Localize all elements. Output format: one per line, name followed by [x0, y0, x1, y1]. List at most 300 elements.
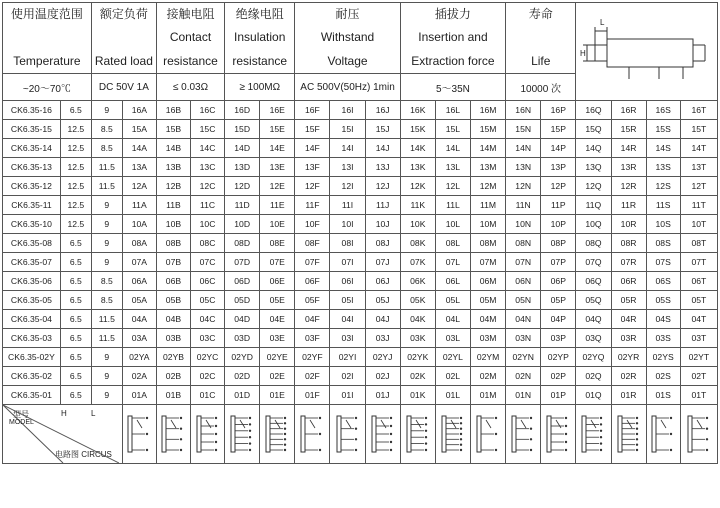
table-cell: 14L [435, 139, 470, 158]
table-cell: 8.5 [91, 272, 122, 291]
table-cell: 11L [435, 196, 470, 215]
table-cell: 11J [365, 196, 400, 215]
header-life-en2: Life [531, 54, 551, 68]
header-insulation-resistance-en2: resistance [232, 54, 288, 68]
table-cell: 06L [435, 272, 470, 291]
circuit-diagram [404, 408, 432, 458]
table-cell: 06T [680, 272, 717, 291]
table-cell: 10F [295, 215, 330, 234]
table-cell: 02YS [646, 348, 680, 367]
table-cell: 9 [91, 386, 122, 405]
header-life [506, 3, 576, 74]
model-name-cell: CK6.35-15 [3, 120, 61, 139]
table-cell: 16S [646, 101, 680, 120]
header-insulation-resistance-zh: 绝缘电阻 [235, 7, 284, 21]
header-withstand-voltage-zh: 耐压 [335, 7, 360, 21]
table-cell: 16C [191, 101, 225, 120]
table-cell: 05S [646, 291, 680, 310]
table-cell: 03M [470, 329, 505, 348]
table-cell: 12F [295, 177, 330, 196]
table-cell: 15K [400, 120, 435, 139]
circuit-diagram [544, 408, 572, 458]
table-cell: 14F [295, 139, 330, 158]
table-cell: 9 [91, 101, 122, 120]
table-cell: 12.5 [60, 139, 91, 158]
table-cell: 11P [541, 196, 576, 215]
table-cell: 05Q [576, 291, 611, 310]
table-cell: 08T [680, 234, 717, 253]
table-cell: 07I [330, 253, 365, 272]
table-cell: 06C [191, 272, 225, 291]
table-cell: 15N [506, 120, 541, 139]
table-row [3, 291, 718, 310]
value-temperature: ~20～70℃ [3, 74, 92, 101]
table-cell: 12S [646, 177, 680, 196]
table-cell: 03F [295, 329, 330, 348]
table-row [3, 310, 718, 329]
table-cell: 08B [156, 234, 190, 253]
table-cell: 13L [435, 158, 470, 177]
table-row [3, 348, 718, 367]
table-cell: 13T [680, 158, 717, 177]
table-cell: 11Q [576, 196, 611, 215]
table-cell: 02R [611, 367, 646, 386]
table-cell: 05R [611, 291, 646, 310]
circuit-diagram-cell [191, 405, 225, 464]
table-cell: 02YR [611, 348, 646, 367]
table-cell: 02YD [225, 348, 260, 367]
circuit-diagram [649, 408, 677, 458]
table-cell: 02K [400, 367, 435, 386]
table-cell: 02YQ [576, 348, 611, 367]
table-cell: 07E [260, 253, 295, 272]
table-cell: 16P [541, 101, 576, 120]
table-cell: 12R [611, 177, 646, 196]
model-name-cell: CK6.35-08 [3, 234, 61, 253]
table-cell: 15T [680, 120, 717, 139]
table-cell: 12D [225, 177, 260, 196]
table-cell: 13E [260, 158, 295, 177]
table-cell: 02M [470, 367, 505, 386]
table-cell: 02I [330, 367, 365, 386]
table-cell: 05L [435, 291, 470, 310]
table-cell: 03R [611, 329, 646, 348]
table-cell: 01K [400, 386, 435, 405]
table-cell: 12T [680, 177, 717, 196]
table-cell: 08F [295, 234, 330, 253]
table-row [3, 120, 718, 139]
table-cell: 07C [191, 253, 225, 272]
circuit-diagram-cell [225, 405, 260, 464]
table-cell: 10D [225, 215, 260, 234]
header-withstand-voltage [295, 3, 400, 74]
table-cell: 11N [506, 196, 541, 215]
circuit-row [3, 405, 718, 464]
table-cell: 03S [646, 329, 680, 348]
table-cell: 08R [611, 234, 646, 253]
model-name-cell: CK6.35-16 [3, 101, 61, 120]
table-cell: 05M [470, 291, 505, 310]
table-cell: 10S [646, 215, 680, 234]
circuit-diagram [194, 408, 222, 458]
table-cell: 16A [122, 101, 156, 120]
circuit-diagram [509, 408, 537, 458]
circuit-diagram [615, 408, 643, 458]
table-cell: 01F [295, 386, 330, 405]
table-cell: 01J [365, 386, 400, 405]
table-cell: 07T [680, 253, 717, 272]
table-cell: 01R [611, 386, 646, 405]
header-temperature [3, 3, 92, 74]
table-cell: 15J [365, 120, 400, 139]
table-cell: 14N [506, 139, 541, 158]
table-cell: 04S [646, 310, 680, 329]
table-cell: 02N [506, 367, 541, 386]
table-cell: 01S [646, 386, 680, 405]
table-cell: 14S [646, 139, 680, 158]
table-cell: 02L [435, 367, 470, 386]
table-cell: 05T [680, 291, 717, 310]
circuit-diagram [474, 408, 502, 458]
model-name-cell: CK6.35-06 [3, 272, 61, 291]
table-cell: 11M [470, 196, 505, 215]
table-cell: 14A [122, 139, 156, 158]
circuit-diagram [369, 408, 397, 458]
circuit-diagram [263, 408, 291, 458]
table-cell: 02YT [680, 348, 717, 367]
table-cell: 16J [365, 101, 400, 120]
table-cell: 14K [400, 139, 435, 158]
table-cell: 14D [225, 139, 260, 158]
table-cell: 04K [400, 310, 435, 329]
table-cell: 10B [156, 215, 190, 234]
table-cell: 08E [260, 234, 295, 253]
table-cell: 11F [295, 196, 330, 215]
table-cell: 01E [260, 386, 295, 405]
table-cell: 15L [435, 120, 470, 139]
table-cell: 14I [330, 139, 365, 158]
table-cell: 05P [541, 291, 576, 310]
table-cell: 12.5 [60, 215, 91, 234]
table-cell: 12B [156, 177, 190, 196]
table-cell: 16Q [576, 101, 611, 120]
table-cell: 01L [435, 386, 470, 405]
table-cell: 02YJ [365, 348, 400, 367]
table-cell: 15S [646, 120, 680, 139]
table-cell: 11E [260, 196, 295, 215]
table-cell: 08K [400, 234, 435, 253]
table-cell: 14E [260, 139, 295, 158]
table-cell: 04Q [576, 310, 611, 329]
dimension-diagram [576, 3, 718, 101]
table-cell: 02J [365, 367, 400, 386]
table-cell: 15I [330, 120, 365, 139]
table-cell: 9 [91, 253, 122, 272]
table-cell: 16E [260, 101, 295, 120]
table-cell: 07J [365, 253, 400, 272]
header-contact-resistance-en2: resistance [163, 54, 218, 68]
table-cell: 12N [506, 177, 541, 196]
table-cell: 08S [646, 234, 680, 253]
table-cell: 15P [541, 120, 576, 139]
table-cell: 01I [330, 386, 365, 405]
table-cell: 01D [225, 386, 260, 405]
circuit-diagram-cell [611, 405, 646, 464]
table-cell: 10C [191, 215, 225, 234]
table-cell: 04A [122, 310, 156, 329]
table-row [3, 329, 718, 348]
table-cell: 9 [91, 215, 122, 234]
circuit-diagram-cell [122, 405, 156, 464]
circuit-diagram [125, 408, 153, 458]
header-contact-resistance-zh: 接触电阻 [166, 7, 215, 21]
table-cell: 08N [506, 234, 541, 253]
table-cell: 6.5 [60, 329, 91, 348]
table-cell: 04C [191, 310, 225, 329]
table-cell: 9 [91, 234, 122, 253]
table-cell: 06P [541, 272, 576, 291]
table-cell: 12L [435, 177, 470, 196]
table-cell: 10Q [576, 215, 611, 234]
table-cell: 12Q [576, 177, 611, 196]
table-row [3, 253, 718, 272]
model-name-cell: CK6.35-03 [3, 329, 61, 348]
table-cell: 07L [435, 253, 470, 272]
spec-sheet [2, 2, 718, 504]
table-row [3, 215, 718, 234]
table-cell: 06Q [576, 272, 611, 291]
model-name-cell: CK6.35-10 [3, 215, 61, 234]
table-cell: 15Q [576, 120, 611, 139]
table-cell: 03T [680, 329, 717, 348]
table-cell: 14B [156, 139, 190, 158]
table-cell: 8.5 [91, 139, 122, 158]
circuit-diagram-cell [470, 405, 505, 464]
table-cell: 6.5 [60, 253, 91, 272]
model-h-label: H [61, 409, 67, 418]
circuit-diagram-cell [541, 405, 576, 464]
table-row [3, 101, 718, 120]
circuit-diagram-cell [330, 405, 365, 464]
header-contact-resistance [156, 3, 224, 74]
table-cell: 11.5 [91, 310, 122, 329]
header-withstand-voltage-en2: Voltage [327, 54, 368, 68]
table-cell: 04M [470, 310, 505, 329]
circuit-diagram [159, 408, 187, 458]
model-name-cell: CK6.35-01 [3, 386, 61, 405]
table-cell: 6.5 [60, 291, 91, 310]
table-cell: 08D [225, 234, 260, 253]
table-cell: 13F [295, 158, 330, 177]
table-cell: 06A [122, 272, 156, 291]
table-row [3, 139, 718, 158]
table-cell: 9 [91, 367, 122, 386]
table-cell: 13K [400, 158, 435, 177]
table-cell: 13P [541, 158, 576, 177]
table-cell: 01A [122, 386, 156, 405]
table-cell: 11T [680, 196, 717, 215]
header-insulation-resistance [225, 3, 295, 74]
table-cell: 03E [260, 329, 295, 348]
table-cell: 14T [680, 139, 717, 158]
table-cell: 06M [470, 272, 505, 291]
table-cell: 10K [400, 215, 435, 234]
table-cell: 06N [506, 272, 541, 291]
table-cell: 11K [400, 196, 435, 215]
table-cell: 06E [260, 272, 295, 291]
table-cell: 06I [330, 272, 365, 291]
table-row [3, 177, 718, 196]
table-cell: 8.5 [91, 291, 122, 310]
table-cell: 14P [541, 139, 576, 158]
model-zh-label: 型号 [13, 410, 29, 419]
table-cell: 02F [295, 367, 330, 386]
table-cell: 02YN [506, 348, 541, 367]
table-cell: 13I [330, 158, 365, 177]
model-name-cell: CK6.35-02Y [3, 348, 61, 367]
table-cell: 05A [122, 291, 156, 310]
table-cell: 14M [470, 139, 505, 158]
table-cell: 16B [156, 101, 190, 120]
header-withstand-voltage-en1: Withstand [320, 30, 375, 44]
table-cell: 02C [191, 367, 225, 386]
table-cell: 05F [295, 291, 330, 310]
circuit-diagram-cell [400, 405, 435, 464]
table-cell: 02B [156, 367, 190, 386]
table-cell: 02YP [541, 348, 576, 367]
circuit-diagram-cell [646, 405, 680, 464]
table-cell: 07N [506, 253, 541, 272]
circuit-diagram [439, 408, 467, 458]
table-cell: 03Q [576, 329, 611, 348]
table-cell: 9 [91, 348, 122, 367]
table-cell: 04J [365, 310, 400, 329]
table-cell: 11.5 [91, 177, 122, 196]
circuit-diagram-cell [680, 405, 717, 464]
table-cell: 13N [506, 158, 541, 177]
header-insertion-force-zh: 插拔力 [434, 7, 471, 21]
table-cell: 07S [646, 253, 680, 272]
model-name-cell: CK6.35-12 [3, 177, 61, 196]
table-cell: 16I [330, 101, 365, 120]
table-cell: 01C [191, 386, 225, 405]
table-cell: 11A [122, 196, 156, 215]
table-cell: 03B [156, 329, 190, 348]
table-cell: 03J [365, 329, 400, 348]
table-cell: 10J [365, 215, 400, 234]
circuit-diagram-cell [576, 405, 611, 464]
table-cell: 04R [611, 310, 646, 329]
table-cell: 06B [156, 272, 190, 291]
table-cell: 05D [225, 291, 260, 310]
circuit-diagram [334, 408, 362, 458]
circuit-diagram [579, 408, 607, 458]
table-cell: 02YB [156, 348, 190, 367]
table-cell: 8.5 [91, 120, 122, 139]
spec-table [2, 2, 718, 464]
table-row [3, 386, 718, 405]
table-cell: 11D [225, 196, 260, 215]
circuit-diagram [298, 408, 326, 458]
table-cell: 13D [225, 158, 260, 177]
table-cell: 03P [541, 329, 576, 348]
header-temperature-zh: 使用温度范围 [10, 7, 83, 21]
table-cell: 02Q [576, 367, 611, 386]
table-cell: 05N [506, 291, 541, 310]
header-contact-resistance-en1: Contact [169, 30, 212, 44]
table-cell: 06D [225, 272, 260, 291]
circuit-diagram-cell [365, 405, 400, 464]
table-cell: 06J [365, 272, 400, 291]
header-insertion-force-en2: Extraction force [411, 54, 495, 68]
table-cell: 13A [122, 158, 156, 177]
table-cell: 03K [400, 329, 435, 348]
table-cell: 07B [156, 253, 190, 272]
table-cell: 03D [225, 329, 260, 348]
table-cell: 02D [225, 367, 260, 386]
table-cell: 01B [156, 386, 190, 405]
circuit-diagram [228, 408, 256, 458]
table-cell: 12M [470, 177, 505, 196]
table-cell: 10I [330, 215, 365, 234]
table-cell: 07R [611, 253, 646, 272]
model-name-cell: CK6.35-11 [3, 196, 61, 215]
table-cell: 07Q [576, 253, 611, 272]
header-row [3, 3, 718, 74]
header-life-zh: 寿命 [528, 7, 553, 21]
table-cell: 07D [225, 253, 260, 272]
table-cell: 10P [541, 215, 576, 234]
table-cell: 16N [506, 101, 541, 120]
table-cell: 07A [122, 253, 156, 272]
table-cell: 02YC [191, 348, 225, 367]
circuit-diagram-cell [435, 405, 470, 464]
table-cell: 07P [541, 253, 576, 272]
table-cell: 08L [435, 234, 470, 253]
table-cell: 13M [470, 158, 505, 177]
header-rated-load-zh: 额定负荷 [99, 7, 148, 21]
header-rated-load [91, 3, 156, 74]
table-cell: 02YA [122, 348, 156, 367]
table-cell: 13J [365, 158, 400, 177]
value-contact-resistance: ≤ 0.03Ω [156, 74, 224, 101]
table-cell: 02YI [330, 348, 365, 367]
table-cell: 15E [260, 120, 295, 139]
circuit-diagram-cell [260, 405, 295, 464]
circuit-diagram-cell [506, 405, 541, 464]
model-name-cell: CK6.35-14 [3, 139, 61, 158]
model-en-label: MODEL [9, 419, 34, 426]
table-cell: 02YE [260, 348, 295, 367]
table-cell: 9 [91, 196, 122, 215]
table-cell: 02YM [470, 348, 505, 367]
table-cell: 06S [646, 272, 680, 291]
model-name-cell: CK6.35-13 [3, 158, 61, 177]
table-cell: 11.5 [91, 158, 122, 177]
table-cell: 12J [365, 177, 400, 196]
table-cell: 04I [330, 310, 365, 329]
model-legend-cell [3, 405, 123, 464]
table-cell: 02E [260, 367, 295, 386]
table-cell: 6.5 [60, 348, 91, 367]
table-cell: 12.5 [60, 196, 91, 215]
table-cell: 14R [611, 139, 646, 158]
table-cell: 6.5 [60, 272, 91, 291]
table-cell: 10R [611, 215, 646, 234]
table-cell: 10T [680, 215, 717, 234]
table-cell: 12A [122, 177, 156, 196]
value-life: 10000 次 [506, 74, 576, 101]
